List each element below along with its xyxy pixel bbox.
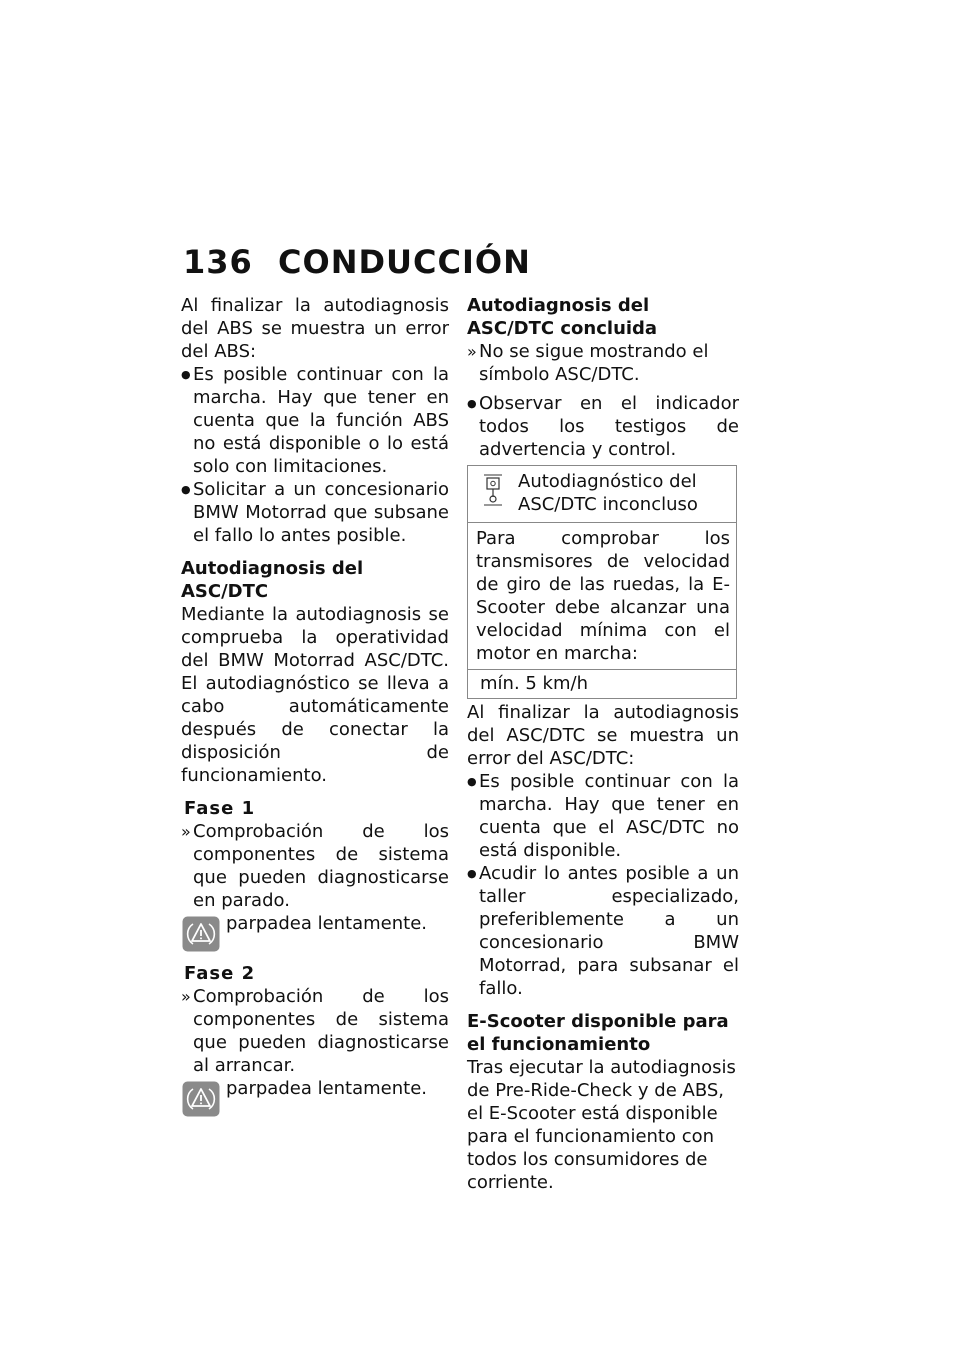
list-item: ● Es posible continuar con la marcha. Hay que tener en cuenta que la función ABS no está disponible o lo está solo con limitaciones. (181, 363, 449, 478)
list-item (467, 340, 739, 386)
list-item: ● Solicitar a un concesionario BMW Motorrad que subsane el fallo lo antes posible. (181, 478, 449, 547)
fase2-indicator (181, 1077, 449, 1117)
asc-warning-icon (182, 916, 220, 952)
list-item (181, 820, 449, 912)
fase1-indicator (181, 912, 449, 952)
concluded-title: Autodiagnosis del ASC/DTC concluida (467, 295, 658, 339)
note-box (467, 465, 737, 699)
fase1-steps (181, 820, 449, 912)
fase2-steps (181, 985, 449, 1077)
page-number: 136 (183, 243, 253, 281)
right-column (467, 294, 739, 1194)
list-item (181, 985, 449, 1077)
list-item: ● Es posible continuar con la marcha. Hay que tener en cuenta que el ASC/DTC no está disponible. (467, 770, 739, 862)
fase1-title: Fase 1 (184, 798, 256, 819)
asc-warning-icon (182, 1081, 220, 1117)
fase1-indicator-text: parpadea lentamente. (226, 913, 428, 934)
step-marker: » (467, 342, 477, 361)
asc-error-list (467, 770, 739, 1000)
note-header (468, 466, 736, 523)
fase2-title: Fase 2 (184, 963, 256, 984)
concluded-steps (467, 340, 739, 386)
chapter-title: CONDUCCIÓN (278, 243, 531, 281)
note-body: Para comprobar los transmisores de velocidad de giro de las ruedas, la E-Scooter debe alcanzar una velocidad mínima con el motor en marcha: (468, 523, 736, 670)
section-body-asc-dtc: Mediante la autodiagnosis se comprueba la operatividad del BMW Motorrad ASC/DTC. El autodiagnóstico se lleva a cabo automáticamente después de conectar la disposición de funcionamiento. (181, 604, 449, 786)
step-marker: » (181, 987, 191, 1006)
page-header (183, 242, 743, 282)
concluded-step-text: No se sigue mostrando el símbolo ASC/DTC. (479, 341, 709, 385)
abs-error-list (181, 363, 449, 547)
note-value: mín. 5 km/h (480, 673, 588, 694)
section-title-asc-dtc: Autodiagnosis del ASC/DTC (181, 558, 364, 602)
list-item: ● Acudir lo antes posible a un taller especializado, preferiblemente a un concesionario BMW Motorrad, para subsanar el fallo. (467, 862, 739, 1000)
concluded-bullets (467, 392, 739, 461)
ready-body: Tras ejecutar la autodiagnosis de Pre-Ride-Check y de ABS, el E-Scooter está disponible para el funcionamiento con todos los consumidores de corriente. (467, 1057, 736, 1193)
note-title: Autodiagnóstico del ASC/DTC inconcluso (518, 471, 698, 515)
left-column (181, 294, 449, 1117)
fase2-indicator-text: parpadea lentamente. (226, 1078, 428, 1099)
abs-error-intro: Al finalizar la autodiagnosis del ABS se muestra un error del ABS: (181, 295, 449, 362)
fase2-step-text: Comprobación de los componentes de sistema que pueden diagnosticarse al arrancar. (193, 986, 449, 1076)
step-marker: » (181, 822, 191, 841)
fase1-step-text: Comprobación de los componentes de sistema que pueden diagnosticarse en parado. (193, 821, 449, 911)
asc-error-intro: Al finalizar la autodiagnosis del ASC/DTC se muestra un error del ASC/DTC: (467, 702, 739, 769)
list-item: ● Observar en el indicador todos los testigos de advertencia y control. (467, 392, 739, 461)
motor-note-icon (482, 474, 504, 506)
ready-title: E-Scooter disponible para el funcionamiento (467, 1011, 729, 1055)
